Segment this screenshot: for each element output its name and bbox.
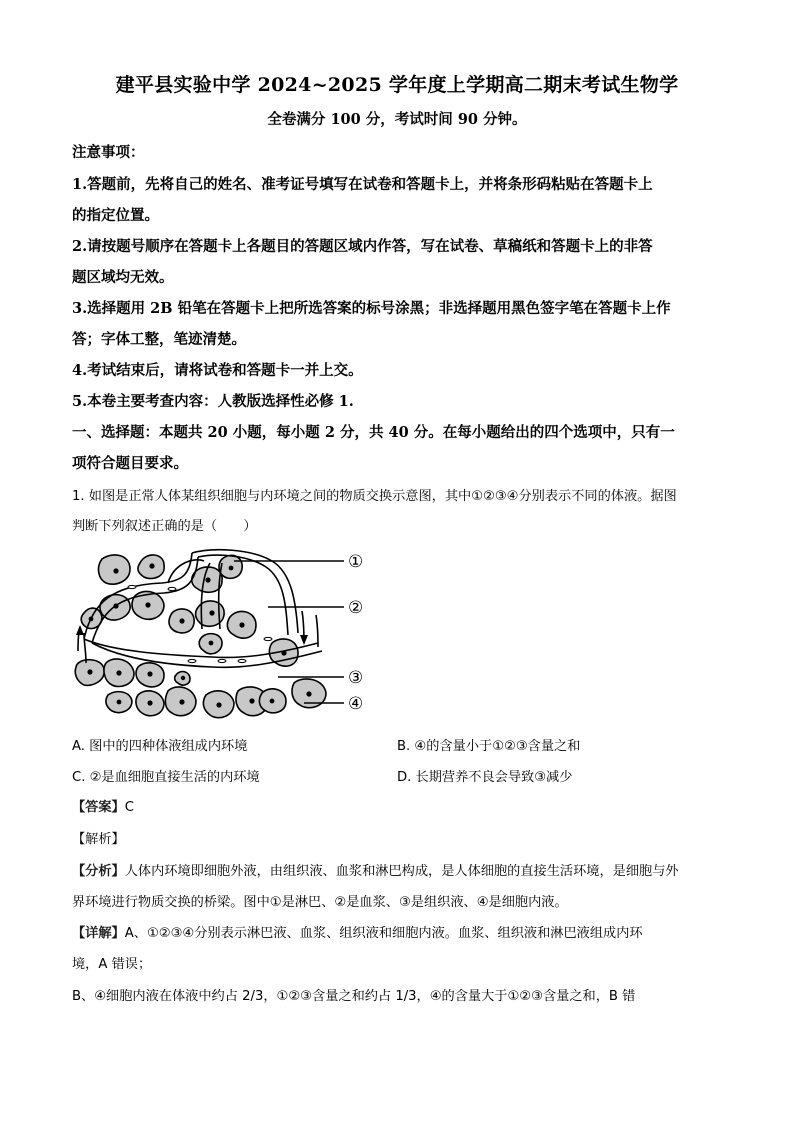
notice-line: 3.选择题用 2B 铅笔在答题卡上把所选答案的标号涂黑；非选择题用黑色签字笔在答题卡上作 [72, 300, 671, 317]
xiangjie-tag: 【详解】 [72, 926, 125, 941]
option-b: B. ④的含量小于①②③含量之和 [397, 739, 581, 754]
notice-line: 题区域均无效。 [72, 269, 174, 286]
question-stem: 1. 如图是正常人体某组织细胞与内环境之间的物质交换示意图，其中①②③④分别表示不同的体液。据图 [72, 489, 677, 504]
fenxi-text: 人体内环境即细胞外液，由组织液、血浆和淋巴构成，是人体细胞的直接生活环境，是细胞与外 [124, 864, 679, 879]
answer-line [72, 796, 134, 815]
detail-line: 境，A 错误； [72, 957, 152, 972]
label-3: ③ [348, 668, 364, 688]
notice-line: 5.本卷主要考查内容：人教版选择性必修 1. [72, 393, 354, 410]
question-stem: 判断下列叙述正确的是（ ） [72, 519, 257, 534]
label-2: ② [348, 598, 364, 618]
detail-line [72, 922, 643, 941]
answer-tag: 【答案】 [72, 800, 125, 815]
detail-line: B、④细胞内液在体液中约占 2/3，①②③含量之和约占 1/3，④的含量大于①②③含量之和，B 错 [72, 989, 636, 1004]
notice-line: 的指定位置。 [72, 207, 159, 224]
notice-line: 1.答题前，先将自己的姓名、准考证号填写在试卷和答题卡上，并将条形码粘贴在答题卡上 [72, 176, 653, 193]
option-c: C. ②是血细胞直接生活的内环境 [72, 770, 260, 785]
exam-subtitle: 全卷满分 100 分，考试时间 90 分钟。 [267, 111, 527, 128]
analysis-line: 界环境进行物质交换的桥梁。图中①是淋巴、②是血浆、③是组织液、④是细胞内液。 [72, 895, 568, 910]
page-title: 建平县实验中学 2024~2025 学年度上学期高二期末考试生物学 [115, 74, 679, 96]
section-heading: 一、选择题：本题共 20 小题，每小题 2 分，共 40 分。在每小题给出的四个选项中，只有一 [72, 424, 675, 441]
analysis-heading: 【解析】 [72, 832, 125, 847]
option-a: A. 图中的四种体液组成内环境 [72, 739, 248, 754]
section-heading: 项符合题目要求。 [72, 455, 188, 472]
label-4: ④ [348, 694, 364, 714]
notice-heading: 注意事项： [72, 144, 145, 161]
answer-value: C [124, 800, 134, 815]
option-d: D. 长期营养不良会导致③减少 [397, 770, 573, 785]
xiangjie-text: A、①②③④分别表示淋巴液、血浆、组织液和细胞内液。血浆、组织液和淋巴液组成内环 [124, 926, 643, 941]
analysis-line [72, 860, 679, 879]
tissue-exchange-diagram [72, 543, 372, 725]
notice-line: 2.请按题号顺序在答题卡上各题目的答题区域内作答，写在试卷、草稿纸和答题卡上的非答 [72, 238, 653, 255]
label-1: ① [348, 552, 364, 572]
fenxi-tag: 【分析】 [72, 864, 125, 879]
notice-line: 答；字体工整，笔迹清楚。 [72, 331, 246, 348]
notice-line: 4.考试结束后，请将试卷和答题卡一并上交。 [72, 362, 363, 379]
